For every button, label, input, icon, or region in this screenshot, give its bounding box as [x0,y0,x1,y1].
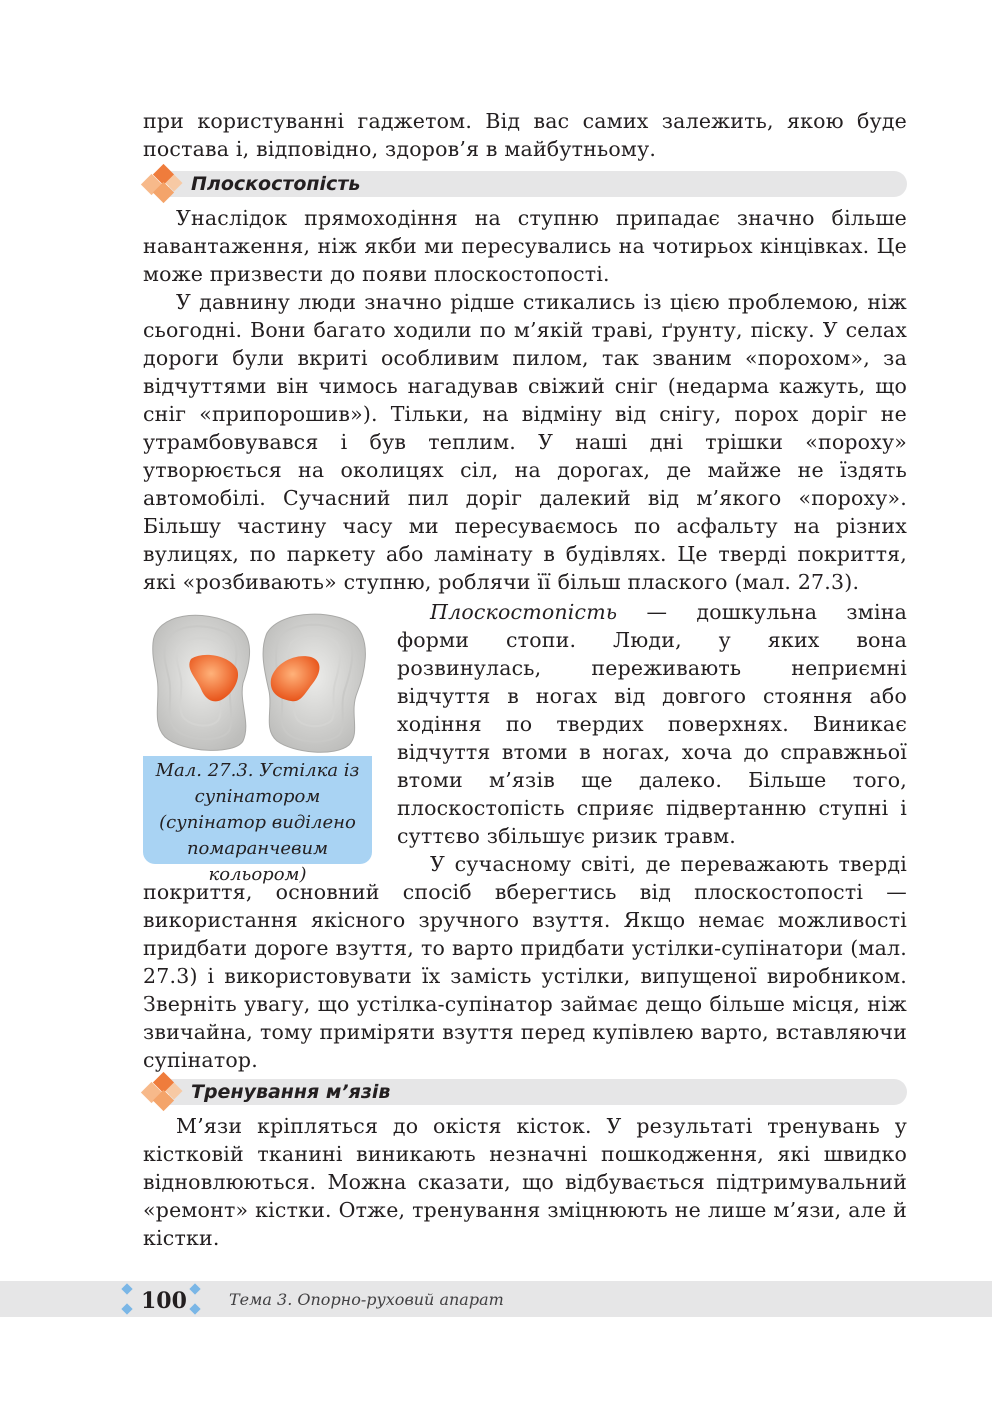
insole-image [143,603,372,756]
term-flatfoot: Плоскостопість [430,600,618,624]
paragraph-3-text: — дошкульна зміна форми стопи. Люди, у яких вона розвинулась, переживають неприємні відчуття в ногах від довгого стояння або ходіння по твердих поверхнях. Виникає відчуття втоми в ногах, хоча до справжньої втоми м’язів ще далеко. Більше того, плоскостопість сприяє підвертанню ступні і суттєво збільшує ризик травм. [397,600,907,848]
diamond-bullet-icon [139,1072,187,1112]
diamond-bullet-icon [139,164,187,204]
paragraph-5: М’язи кріпляться до окістя кісток. У результаті тренувань у кістковій тканині виникають незначні пошкодження, які швидко відновлюються. Можна сказати, що відбувається підтримувальний «ремонт» кістки. Отже, тренування зміцнюють не лише м’язи, але й кістки. [143,1114,907,1250]
insole-illustration [143,603,372,756]
intro-line-2: постава і, відповідно, здоров’я в майбутньому. [143,137,657,161]
paragraph-3 [397,598,907,850]
paragraph-4: покриття, основний спосіб вберегтись від плоскостопості — використання якісного зручного взуття. Якщо немає можливості придбати дороге взуття, то варто придбати устілки-супінатори (мал. 27.3) і використовувати їх замість устілки, випущеної виробником. Зверніть увагу, що устілка-супінатор займає дещо більше місця, ніж звичайна, тому приміряти взуття перед купівлею варто, вставляючи супінатор. [143,880,907,1072]
paragraph-2: У давнину люди значно рідше стикались із цією проблемою, ніж сьогодні. Вони багато ходили по м’якій траві, ґрунту, піску. У селах дороги були вкриті особливим пилом, так званим «порохом», за відчуттями він чимось нагадував свіжий сніг (недарма кажуть, що сніг «припорошив»). Тільки, на відміну від снігу, порох доріг не утрамбовувався і був теплим. У наші дні трішки «пороху» утворюється на околицях сіл, на дорогах, де майже не їздять автомобілі. Сучасний пил доріг далекий від м’якого «пороху». Більшу частину часу ми пересуваємось по асфальту на різних вулицях, по паркету або ламінату в будівлях. Це тверді покриття, які «розбивають» ступню, роблячи її більш плаского (мал. 27.3). [143,290,907,594]
section-heading-muscle-training [143,1078,907,1106]
intro-line-1: при користуванні гаджетом. Від вас самих залежить, якою буде [143,109,907,133]
section-title: Тренування м’язів [191,1081,391,1103]
running-title: Тема 3. Опорно-руховий апарат [229,1290,504,1309]
section-heading-flatfoot [143,170,907,198]
intro-paragraph [143,107,907,163]
figure-caption: Мал. 27.3. Устілка із супінатором (супінатор виділено помаранчевим кольором) [143,756,372,864]
paragraph-4-first-line: У сучасному світі, де переважають тверді [430,852,907,876]
section-title: Плоскостопість [191,173,361,195]
page-number: 100 [141,1288,187,1314]
paragraph-1: Унаслідок прямоходіння на ступню припадає значно більше навантаження, ніж якби ми пересувались на чотирьох кінцівках. Це може призвести до появи плоскостопості. [143,206,907,286]
